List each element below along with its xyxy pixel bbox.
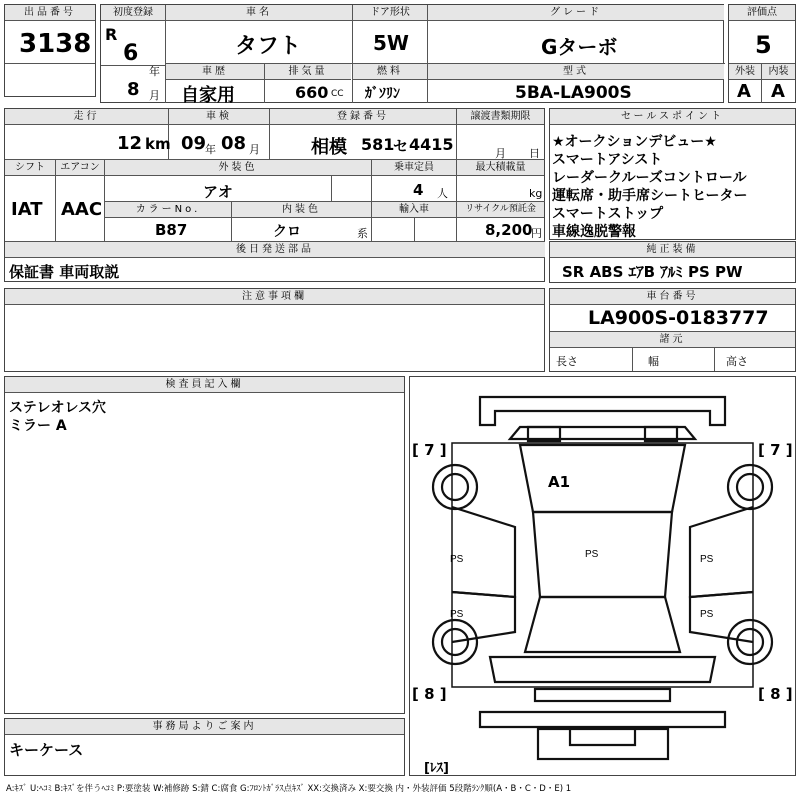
recycle-unit: 円 bbox=[531, 227, 542, 240]
ext-color-label: 外装色 bbox=[105, 160, 371, 176]
dims-label: 諸元 bbox=[550, 332, 795, 348]
shift-label: シフト bbox=[5, 160, 55, 176]
reg-no-label: 登録番号 bbox=[270, 109, 456, 125]
legend: A:ｷｽﾞ U:ﾍｺﾐ B:ｷｽﾞを伴うﾍｺﾐ P:要塗装 W:補修跡 S:錆 C:腐食 G:ﾌﾛﾝﾄｶﾞﾗｽ点ｷｽﾞ XX:交換済み X:要交換 内・外装評価 5段階ﾗﾝｸ順(A・B・C・D・E) 1 bbox=[6, 784, 572, 794]
score: 5 bbox=[755, 31, 772, 59]
ext-grade: A bbox=[737, 81, 751, 102]
sales-points-box bbox=[549, 108, 796, 240]
capacity-label: 乗車定員 bbox=[372, 160, 456, 176]
model-label: 型式 bbox=[428, 64, 724, 80]
max-load-unit: kg bbox=[529, 187, 543, 200]
vehicle-history: 自家用 bbox=[181, 85, 235, 106]
displacement-label: 排気量 bbox=[265, 64, 351, 80]
reg-month-unit: 月 bbox=[149, 89, 160, 102]
fuel-label: 燃料 bbox=[353, 64, 427, 80]
era: R bbox=[105, 25, 118, 44]
svg-text:PS: PS bbox=[700, 554, 714, 565]
fuel: ｶﾞｿﾘﾝ bbox=[365, 86, 400, 102]
tire-front-left: [ 7 ] bbox=[412, 441, 447, 459]
displacement: 660 bbox=[295, 83, 329, 102]
spare-tire: [ﾚｽ] bbox=[424, 761, 449, 776]
transfer-month-unit: 月 bbox=[495, 147, 506, 160]
vehicle-details-block bbox=[4, 108, 545, 282]
chassis-label: 車台番号 bbox=[550, 289, 795, 305]
sales-point-1: ★オークションデビュー★ bbox=[552, 134, 717, 150]
import-label: 輸入車 bbox=[372, 202, 456, 218]
reg-number: 4415 bbox=[409, 135, 454, 154]
door-type: 5W bbox=[373, 31, 409, 55]
transfer-day-unit: 日 bbox=[529, 147, 540, 160]
chassis-box bbox=[549, 288, 796, 372]
car-name: タフト bbox=[235, 34, 302, 59]
svg-text:PS: PS bbox=[585, 549, 599, 560]
int-grade: A bbox=[771, 81, 785, 102]
transfer-label: 譲渡書類期限 bbox=[457, 109, 544, 125]
mileage-label: 走行 bbox=[5, 109, 168, 125]
chassis-number: LA900S-0183777 bbox=[588, 307, 769, 329]
color-no-label: カラーNo. bbox=[105, 202, 231, 218]
inspector-line-2: ミラー A bbox=[9, 418, 67, 434]
lot-number-label: 出品番号 bbox=[5, 5, 95, 21]
reg-class: 581 bbox=[361, 135, 395, 154]
inspector-label: 検査員記入欄 bbox=[5, 377, 404, 393]
office-content: キーケース bbox=[9, 741, 84, 759]
inspection-year: 09 bbox=[181, 133, 207, 154]
sales-point-6: 車線逸脱警報 bbox=[552, 224, 636, 240]
int-color-label: 内装色 bbox=[232, 202, 371, 218]
capacity-unit: 人 bbox=[437, 187, 448, 200]
damage-mark-a1: A1 bbox=[548, 473, 571, 491]
reg-area: 相模 bbox=[311, 137, 347, 158]
tire-front-right: [ 7 ] bbox=[758, 441, 793, 459]
notes-label: 注意事項欄 bbox=[5, 289, 544, 305]
reg-year-unit: 年 bbox=[149, 65, 160, 78]
inspection-label: 車検 bbox=[169, 109, 269, 125]
width-label: 幅 bbox=[648, 355, 659, 368]
ext-grade-label: 外装 bbox=[729, 64, 761, 80]
lot-number: 3138 bbox=[19, 29, 92, 59]
later-parts-label: 後日発送部品 bbox=[5, 242, 545, 258]
equipment-box bbox=[549, 241, 796, 283]
inspector-box bbox=[4, 376, 405, 714]
tire-rear-right: [ 8 ] bbox=[758, 685, 793, 703]
grade-label: グレード bbox=[428, 5, 724, 21]
reg-month: 8 bbox=[127, 79, 140, 100]
mileage-unit: km bbox=[145, 135, 171, 153]
door-label: ドア形状 bbox=[353, 5, 427, 21]
svg-text:PS: PS bbox=[700, 609, 714, 620]
sales-points-label: セールスポイント bbox=[550, 109, 795, 125]
office-label: 事務局よりご案内 bbox=[5, 719, 404, 735]
vehicle-header-block bbox=[100, 4, 724, 106]
first-reg-label: 初度登録 bbox=[101, 5, 165, 21]
capacity: 4 bbox=[413, 181, 424, 199]
sales-point-3: レーダークルーズコントロール bbox=[552, 170, 747, 186]
svg-text:PS: PS bbox=[450, 609, 464, 620]
grade: Gターボ bbox=[541, 35, 618, 59]
recycle-label: リサイクル預託金 bbox=[457, 202, 544, 218]
mileage: 12 bbox=[117, 133, 143, 154]
ac-label: エアコン bbox=[56, 160, 104, 176]
score-box bbox=[728, 4, 796, 103]
office-box bbox=[4, 718, 405, 776]
height-label: 高さ bbox=[726, 355, 748, 368]
svg-text:PS: PS bbox=[450, 554, 464, 565]
inspection-year-unit: 年 bbox=[205, 143, 216, 156]
score-label: 評価点 bbox=[729, 5, 795, 21]
int-color: クロ bbox=[273, 224, 301, 240]
displacement-unit: CC bbox=[331, 89, 344, 99]
car-diagram-box bbox=[409, 376, 796, 776]
notes-box bbox=[4, 288, 545, 372]
car-diagram bbox=[410, 377, 795, 775]
ext-color: アオ bbox=[203, 183, 233, 201]
car-name-label: 車名 bbox=[166, 5, 352, 21]
inspection-month-unit: 月 bbox=[249, 143, 260, 156]
inspection-month: 08 bbox=[221, 133, 247, 154]
recycle-fee: 8,200 bbox=[485, 221, 533, 239]
history-label: 車歴 bbox=[166, 64, 264, 80]
equipment-label: 純正装備 bbox=[550, 242, 795, 258]
model: 5BA-LA900S bbox=[515, 83, 632, 103]
later-parts: 保証書 車両取説 bbox=[9, 263, 120, 281]
reg-year: 6 bbox=[123, 41, 139, 66]
equipment: SR ABS ｴｱB ｱﾙﾐ PS PW bbox=[562, 263, 743, 281]
lot-number-box bbox=[4, 4, 96, 97]
shift: IAT bbox=[11, 199, 43, 220]
tire-rear-left: [ 8 ] bbox=[412, 685, 447, 703]
sales-point-5: スマートストップ bbox=[552, 206, 664, 222]
max-load-label: 最大積載量 bbox=[457, 160, 544, 176]
color-no: B87 bbox=[155, 221, 188, 239]
sales-point-2: スマートアシスト bbox=[552, 152, 663, 168]
reg-kana: セ bbox=[393, 137, 409, 155]
air-conditioner: AAC bbox=[61, 199, 103, 220]
inspector-line-1: ステレオレス穴 bbox=[9, 400, 107, 416]
int-color-unit: 系 bbox=[357, 227, 368, 240]
length-label: 長さ bbox=[556, 355, 578, 368]
sales-point-4: 運転席・助手席シートヒーター bbox=[552, 188, 748, 204]
int-grade-label: 内装 bbox=[762, 64, 795, 80]
